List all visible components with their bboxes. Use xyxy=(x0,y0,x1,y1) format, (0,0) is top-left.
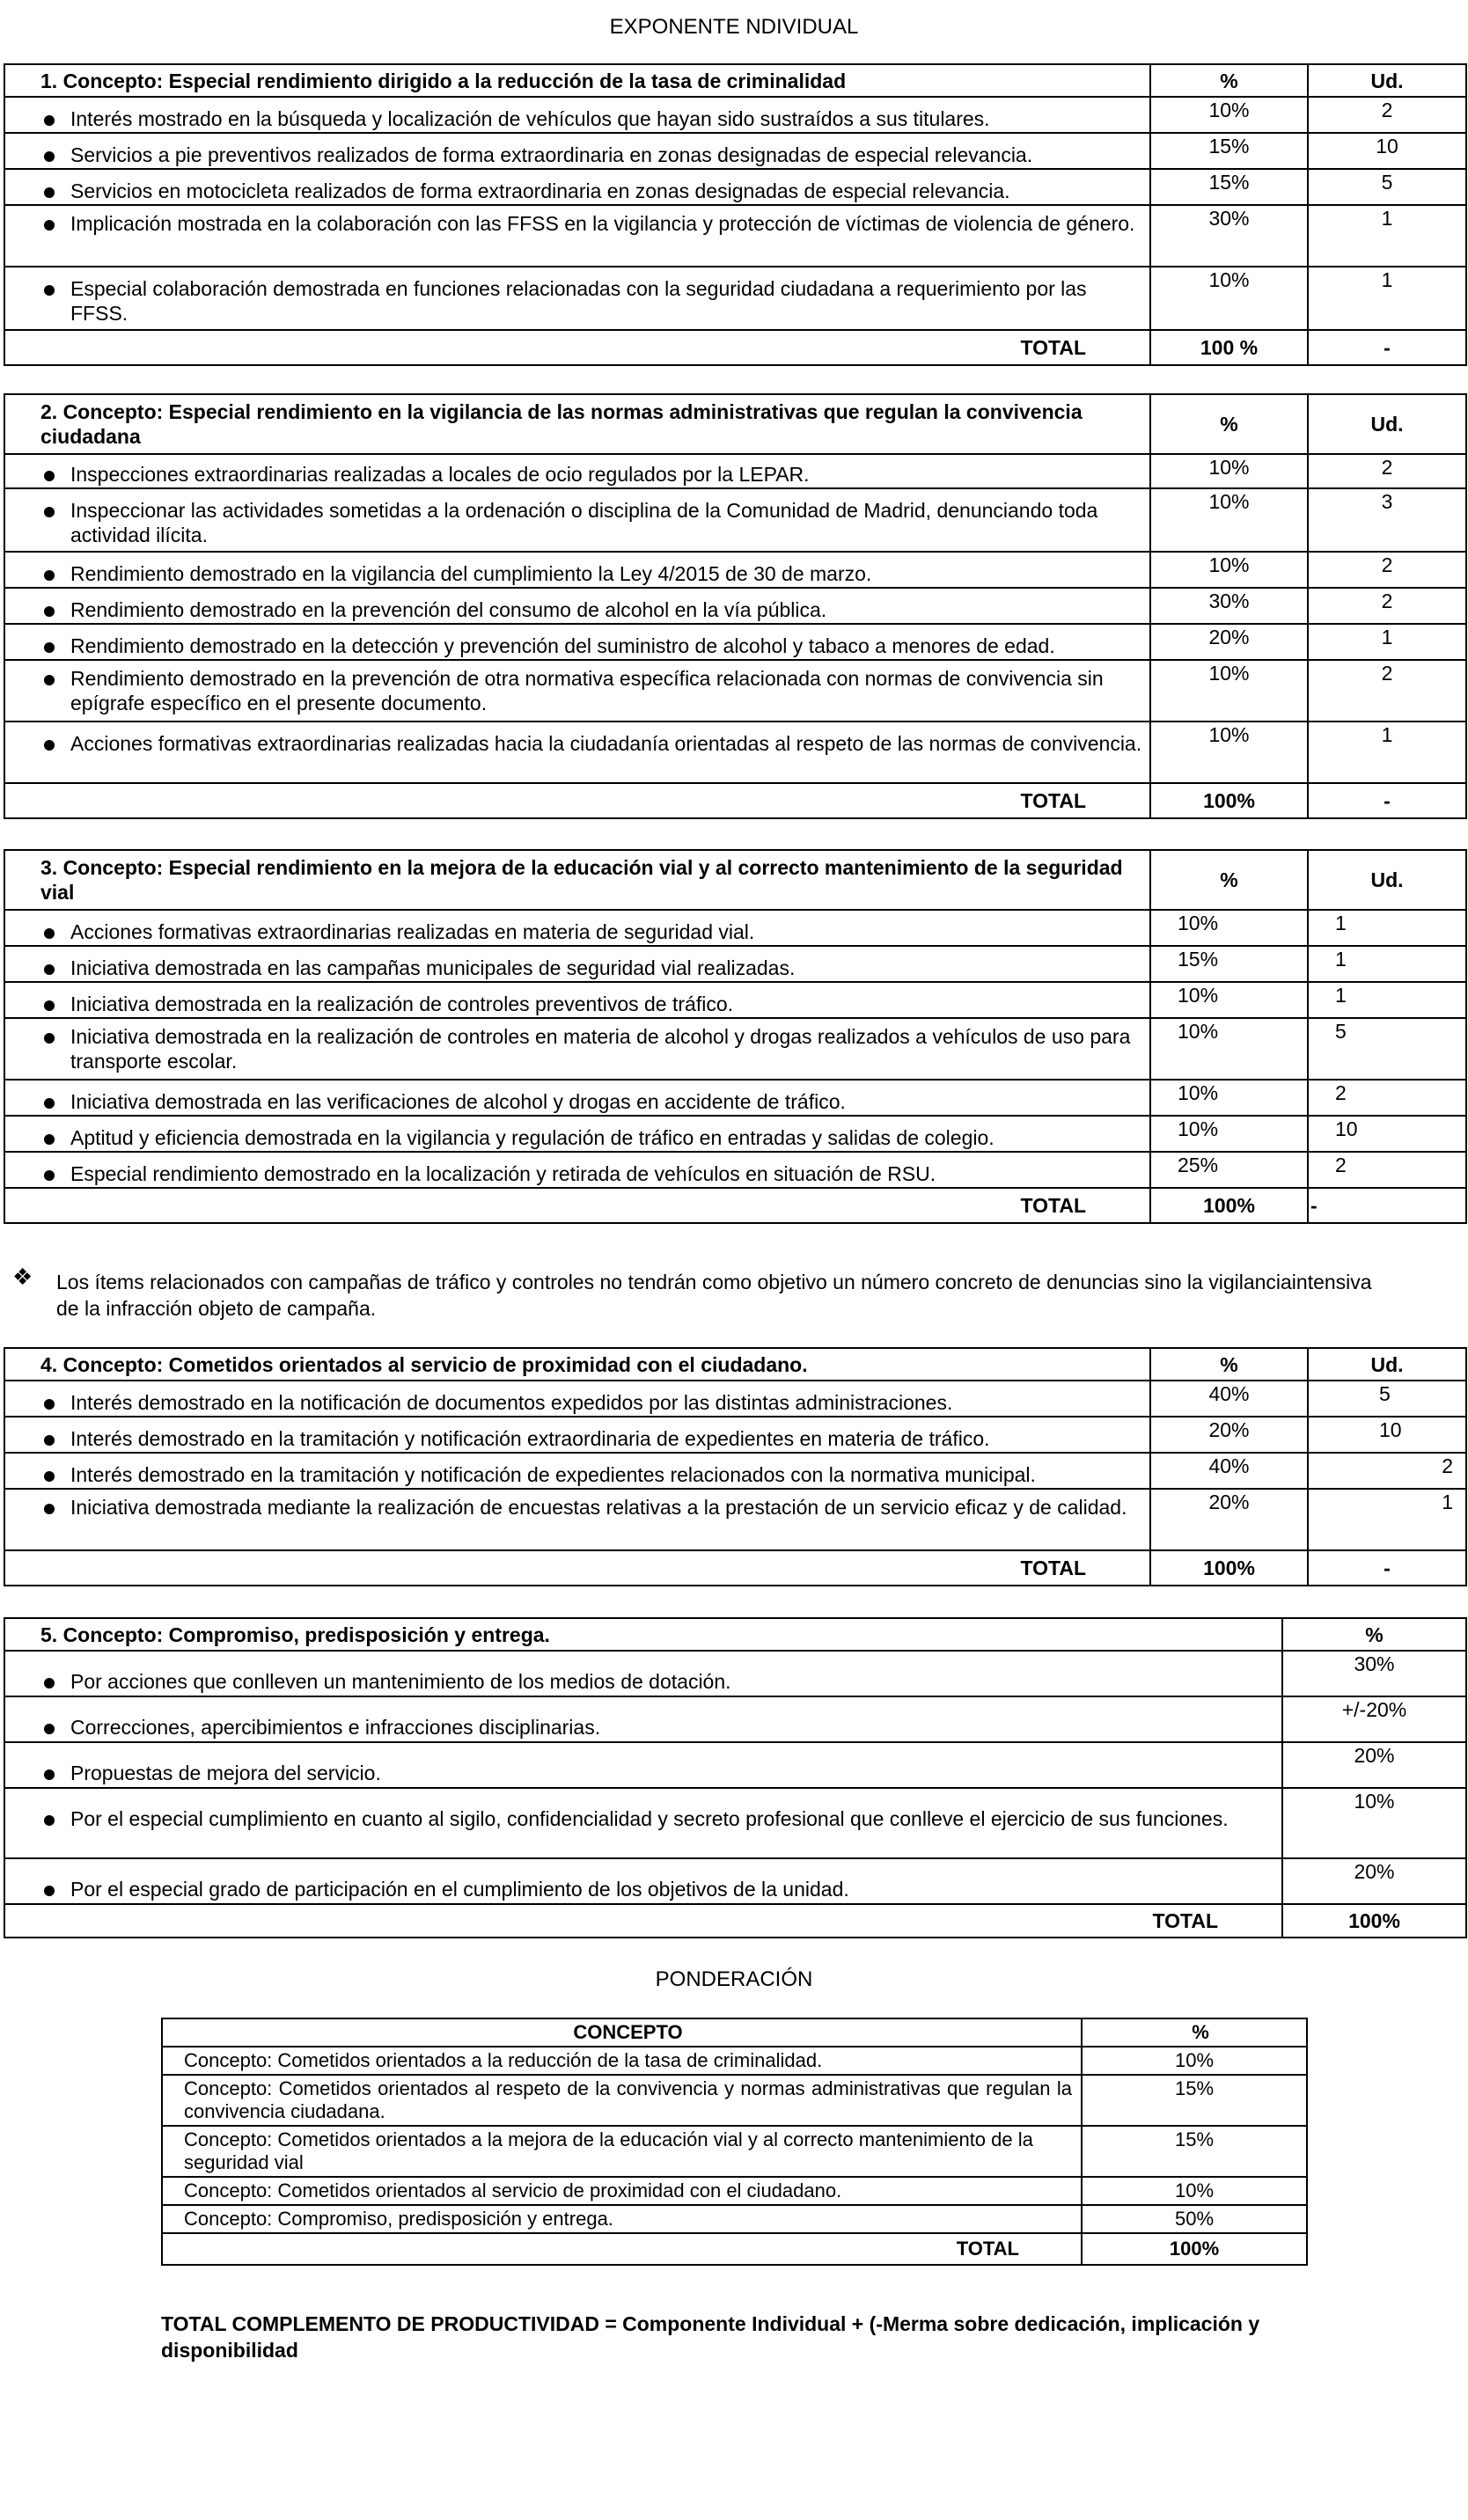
item-pct: 30% xyxy=(1282,1651,1466,1696)
ponderacion-concept: Concepto: Cometidos orientados al respeto de la convivencia y normas administrativas que regulan la convivencia ciudadana. xyxy=(162,2075,1082,2126)
table-row xyxy=(162,2126,1307,2177)
item-pct: 10% xyxy=(1150,97,1308,133)
item-text: Por el especial cumplimiento en cuanto al sigilo, confidencialidad y secreto profesional que conlleve el ejercicio de sus funciones. xyxy=(70,1807,1229,1830)
pct-header: % xyxy=(1150,850,1308,910)
ponderacion-header xyxy=(162,2018,1307,2047)
item-text: Acciones formativas extraordinarias realizadas hacia la ciudadanía orientadas al respeto de las normas de convivencia. xyxy=(70,732,1142,755)
item-text: Iniciativa demostrada en las verificaciones de alcohol y drogas en accidente de tráfico. xyxy=(70,1090,846,1113)
bullet-icon xyxy=(44,151,55,162)
section-header xyxy=(4,394,1466,454)
bullet-icon xyxy=(44,675,55,685)
section-header xyxy=(4,1618,1466,1651)
item-text: Implicación mostrada en la colaboración con las FFSS en la vigilancia y protección de víctimas de violencia de género. xyxy=(70,212,1135,235)
item-ud: 1 xyxy=(1308,267,1466,330)
total-ud: - xyxy=(1308,1188,1466,1223)
bullet-icon xyxy=(44,606,55,617)
table-row xyxy=(4,1080,1466,1116)
table-row xyxy=(162,2205,1307,2233)
item-pct: 10% xyxy=(1150,660,1308,722)
concept-title: 1. Concepto: Especial rendimiento dirigido a la reducción de la tasa de criminalidad xyxy=(4,64,1150,97)
table-row xyxy=(4,660,1466,722)
total-label: TOTAL xyxy=(4,1904,1282,1938)
bullet-icon xyxy=(44,220,55,231)
total-label: TOTAL xyxy=(4,783,1150,818)
bullet-icon xyxy=(44,1471,55,1482)
total-pct: 100% xyxy=(1282,1904,1466,1938)
item-text: Rendimiento demostrado en la detección y prevención del suministro de alcohol y tabaco a menores de edad. xyxy=(70,634,1055,657)
concept-title: 4. Concepto: Cometidos orientados al servicio de proximidad con el ciudadano. xyxy=(4,1348,1150,1381)
item-pct: 15% xyxy=(1150,133,1308,169)
four-diamond-icon: ❖ xyxy=(12,1264,33,1290)
table-row xyxy=(4,1858,1466,1904)
pct-header: % xyxy=(1150,1348,1308,1381)
ponderacion-concept: Concepto: Cometidos orientados a la reducción de la tasa de criminalidad. xyxy=(162,2047,1082,2075)
bullet-icon xyxy=(44,1399,55,1410)
item-pct: 10% xyxy=(1150,267,1308,330)
item-ud: 2 xyxy=(1308,1080,1466,1116)
pct-header: % xyxy=(1282,1618,1466,1651)
total-pct: 100% xyxy=(1150,783,1308,818)
item-pct: 20% xyxy=(1150,624,1308,660)
bullet-icon xyxy=(44,570,55,581)
total-row xyxy=(4,783,1466,818)
bullet-icon xyxy=(44,187,55,198)
table-row xyxy=(4,1152,1466,1188)
item-text: Propuestas de mejora del servicio. xyxy=(70,1762,381,1784)
item-pct: 15% xyxy=(1150,169,1308,205)
table-row xyxy=(4,1417,1466,1453)
item-ud: 2 xyxy=(1308,660,1466,722)
bullet-icon xyxy=(44,1504,55,1514)
bullet-icon xyxy=(44,642,55,653)
table-row xyxy=(4,488,1466,552)
item-text: Rendimiento demostrado en la prevención de otra normativa específica relacionada con normas de convivencia sin epígrafe específico en el presente documento. xyxy=(70,667,1104,714)
section-4-table xyxy=(4,1347,1467,1586)
ponderacion-concept: Concepto: Compromiso, predisposición y entrega. xyxy=(162,2205,1082,2233)
item-ud: 1 xyxy=(1308,1489,1466,1550)
ponderacion-table xyxy=(161,2018,1308,2266)
table-row xyxy=(4,454,1466,488)
bullet-icon xyxy=(44,115,55,126)
bullet-icon xyxy=(44,1769,55,1780)
section-header xyxy=(4,64,1466,97)
item-pct: 25% xyxy=(1150,1152,1308,1188)
productivity-formula: TOTAL COMPLEMENTO DE PRODUCTIVIDAD = Componente Individual + (-Merma sobre dedicación, implicación y disponibilidad xyxy=(161,2312,1260,2362)
bullet-icon xyxy=(44,1435,55,1446)
item-text: Inspeccionar las actividades sometidas a la ordenación o disciplina de la Comunidad de Madrid, denunciando toda actividad ilícita. xyxy=(70,499,1098,546)
table-row xyxy=(4,552,1466,588)
bullet-icon xyxy=(44,1678,55,1689)
item-pct: 10% xyxy=(1150,1080,1308,1116)
bullet-icon xyxy=(44,1033,55,1044)
total-ud: - xyxy=(1308,1550,1466,1586)
item-text: Servicios en motocicleta realizados de forma extraordinaria en zonas designadas de especial relevancia. xyxy=(70,179,1010,202)
ponderacion-pct: 50% xyxy=(1082,2205,1307,2233)
pct-column-header: % xyxy=(1082,2018,1307,2047)
item-ud: 1 xyxy=(1308,982,1466,1018)
ponderacion-pct: 10% xyxy=(1082,2177,1307,2205)
table-row xyxy=(4,946,1466,982)
item-pct: 20% xyxy=(1282,1858,1466,1904)
total-row xyxy=(4,1550,1466,1586)
ponderacion-concept: Concepto: Cometidos orientados al servicio de proximidad con el ciudadano. xyxy=(162,2177,1082,2205)
item-text: Aptitud y eficiencia demostrada en la vigilancia y regulación de tráfico en entradas y salidas de colegio. xyxy=(70,1126,995,1149)
item-text: Interés demostrado en la notificación de documentos expedidos por las distintas administraciones. xyxy=(70,1391,953,1414)
item-pct: 30% xyxy=(1150,588,1308,624)
section-1-table xyxy=(4,63,1467,366)
table-row xyxy=(4,1453,1466,1489)
bullet-icon xyxy=(44,285,55,296)
total-row xyxy=(162,2233,1307,2265)
table-row xyxy=(4,624,1466,660)
item-text: Inspecciones extraordinarias realizadas a locales de ocio regulados por la LEPAR. xyxy=(70,463,810,486)
total-label: TOTAL xyxy=(162,2233,1082,2265)
bullet-icon xyxy=(44,740,55,751)
item-text: Iniciativa demostrada en las campañas municipales de seguridad vial realizadas. xyxy=(70,956,796,979)
total-pct: 100 % xyxy=(1150,330,1308,365)
bullet-icon xyxy=(44,1000,55,1011)
table-row xyxy=(4,722,1466,783)
concept-title: 3. Concepto: Especial rendimiento en la mejora de la educación vial y al correcto mantenimiento de la seguridad vial xyxy=(4,850,1150,910)
item-pct: 20% xyxy=(1282,1742,1466,1788)
table-row xyxy=(4,1696,1466,1742)
item-pct: 10% xyxy=(1282,1788,1466,1858)
item-ud: 2 xyxy=(1308,454,1466,488)
total-row xyxy=(4,330,1466,365)
item-text: Especial colaboración demostrada en funciones relacionadas con la seguridad ciudadana a requerimiento por las FFSS. xyxy=(70,277,1087,325)
concept-title: 5. Concepto: Compromiso, predisposición y entrega. xyxy=(4,1618,1282,1651)
item-pct: 10% xyxy=(1150,1018,1308,1080)
item-ud: 10 xyxy=(1308,133,1466,169)
item-ud: 1 xyxy=(1308,910,1466,946)
total-pct: 100% xyxy=(1150,1188,1308,1223)
item-pct: 10% xyxy=(1150,552,1308,588)
item-text: Interés demostrado en la tramitación y notificación extraordinaria de expedientes en materia de tráfico. xyxy=(70,1427,990,1450)
pct-header: % xyxy=(1150,394,1308,454)
item-ud: 5 xyxy=(1308,1381,1466,1417)
item-pct: 10% xyxy=(1150,488,1308,552)
item-pct: 40% xyxy=(1150,1453,1308,1489)
bullet-icon xyxy=(44,964,55,975)
item-ud: 1 xyxy=(1308,946,1466,982)
item-text: Rendimiento demostrado en la prevención del consumo de alcohol en la vía pública. xyxy=(70,598,827,621)
ud-header: Ud. xyxy=(1308,394,1466,454)
item-pct: 40% xyxy=(1150,1381,1308,1417)
item-ud: 3 xyxy=(1308,488,1466,552)
total-ud: - xyxy=(1308,783,1466,818)
bullet-icon xyxy=(44,1134,55,1145)
item-ud: 2 xyxy=(1308,588,1466,624)
concept-column-header: CONCEPTO xyxy=(162,2018,1082,2047)
section-header xyxy=(4,850,1466,910)
ponderacion-title: PONDERACIÓN xyxy=(655,1967,813,1991)
table-row xyxy=(4,910,1466,946)
item-text: Interés demostrado en la tramitación y notificación de expedientes relacionados con la normativa municipal. xyxy=(70,1463,1036,1486)
item-text: Iniciativa demostrada mediante la realización de encuestas relativas a la prestación de un servicio eficaz y de calidad. xyxy=(70,1496,1127,1519)
item-pct: 10% xyxy=(1150,910,1308,946)
bullet-icon xyxy=(44,1098,55,1109)
table-row xyxy=(4,1381,1466,1417)
section-5-table xyxy=(4,1617,1467,1938)
total-pct: 100% xyxy=(1082,2233,1307,2265)
ponderacion-pct: 15% xyxy=(1082,2126,1307,2177)
ponderacion-pct: 15% xyxy=(1082,2075,1307,2126)
item-text: Iniciativa demostrada en la realización de controles en materia de alcohol y drogas realizados a vehículos de uso para transporte escolar. xyxy=(70,1025,1131,1073)
bullet-icon xyxy=(44,928,55,939)
item-pct: 10% xyxy=(1150,982,1308,1018)
item-text: Especial rendimiento demostrado en la localización y retirada de vehículos en situación de RSU. xyxy=(70,1162,936,1185)
total-label: TOTAL xyxy=(4,330,1150,365)
bullet-icon xyxy=(44,1724,55,1734)
total-ud: - xyxy=(1308,330,1466,365)
bullet-icon xyxy=(44,507,55,517)
table-row xyxy=(4,982,1466,1018)
item-text: Acciones formativas extraordinarias realizadas en materia de seguridad vial. xyxy=(70,920,755,943)
table-row xyxy=(4,588,1466,624)
item-ud: 1 xyxy=(1308,624,1466,660)
ud-header: Ud. xyxy=(1308,1348,1466,1381)
bullet-icon xyxy=(44,1815,55,1826)
item-ud: 2 xyxy=(1308,1152,1466,1188)
item-text: Interés mostrado en la búsqueda y localización de vehículos que hayan sido sustraídos a sus titulares. xyxy=(70,107,990,130)
ud-header: Ud. xyxy=(1308,64,1466,97)
table-row xyxy=(4,205,1466,267)
item-ud: 1 xyxy=(1308,722,1466,783)
item-text: Rendimiento demostrado en la vigilancia del cumplimiento la Ley 4/2015 de 30 de marzo. xyxy=(70,562,872,585)
table-row xyxy=(4,1489,1466,1550)
total-pct: 100% xyxy=(1150,1550,1308,1586)
table-row xyxy=(162,2075,1307,2126)
item-pct: 30% xyxy=(1150,205,1308,267)
section-3-table xyxy=(4,849,1467,1224)
section-header xyxy=(4,1348,1466,1381)
item-text: Por acciones que conlleven un mantenimiento de los medios de dotación. xyxy=(70,1670,731,1693)
table-row xyxy=(4,267,1466,330)
total-label: TOTAL xyxy=(4,1188,1150,1223)
table-row xyxy=(162,2047,1307,2075)
ponderacion-concept: Concepto: Cometidos orientados a la mejora de la educación vial y al correcto mantenimiento de la seguridad vial xyxy=(162,2126,1082,2177)
ud-header: Ud. xyxy=(1308,850,1466,910)
item-text: Iniciativa demostrada en la realización de controles preventivos de tráfico. xyxy=(70,993,734,1015)
total-label: TOTAL xyxy=(4,1550,1150,1586)
table-row xyxy=(4,1651,1466,1696)
item-pct: 20% xyxy=(1150,1489,1308,1550)
item-ud: 5 xyxy=(1308,169,1466,205)
item-text: Correcciones, apercibimientos e infracciones disciplinarias. xyxy=(70,1716,601,1739)
item-pct: 20% xyxy=(1150,1417,1308,1453)
item-pct: 10% xyxy=(1150,722,1308,783)
bullet-icon xyxy=(44,471,55,481)
concept-title: 2. Concepto: Especial rendimiento en la vigilancia de las normas administrativas que regulan la convivencia ciudadana xyxy=(4,394,1150,454)
note-text: Los ítems relacionados con campañas de tráfico y controles no tendrán como objetivo un número concreto de denuncias sino la vigilanciaintensiva de la infracción objeto de campaña. xyxy=(56,1271,1372,1320)
table-row xyxy=(4,133,1466,169)
ponderacion-pct: 10% xyxy=(1082,2047,1307,2075)
pct-header: % xyxy=(1150,64,1308,97)
item-ud: 2 xyxy=(1308,552,1466,588)
table-row xyxy=(4,1116,1466,1152)
total-row xyxy=(4,1904,1466,1938)
total-row xyxy=(4,1188,1466,1223)
table-row xyxy=(4,1788,1466,1858)
item-ud: 2 xyxy=(1308,1453,1466,1489)
item-text: Por el especial grado de participación en el cumplimiento de los objetivos de la unidad. xyxy=(70,1878,849,1901)
table-row xyxy=(162,2177,1307,2205)
table-row xyxy=(4,97,1466,133)
item-ud: 2 xyxy=(1308,97,1466,133)
item-pct: 15% xyxy=(1150,946,1308,982)
item-ud: 1 xyxy=(1308,205,1466,267)
item-text: Servicios a pie preventivos realizados de forma extraordinaria en zonas designadas de especial relevancia. xyxy=(70,143,1033,166)
item-ud: 10 xyxy=(1308,1116,1466,1152)
item-ud: 10 xyxy=(1308,1417,1466,1453)
table-row xyxy=(4,169,1466,205)
item-pct: +/-20% xyxy=(1282,1696,1466,1742)
bullet-icon xyxy=(44,1170,55,1181)
item-ud: 5 xyxy=(1308,1018,1466,1080)
section-2-table xyxy=(4,393,1467,819)
page-title: EXPONENTE NDIVIDUAL xyxy=(609,15,859,39)
item-pct: 10% xyxy=(1150,1116,1308,1152)
item-pct: 10% xyxy=(1150,454,1308,488)
table-row xyxy=(4,1742,1466,1788)
bullet-icon xyxy=(44,1886,55,1896)
table-row xyxy=(4,1018,1466,1080)
